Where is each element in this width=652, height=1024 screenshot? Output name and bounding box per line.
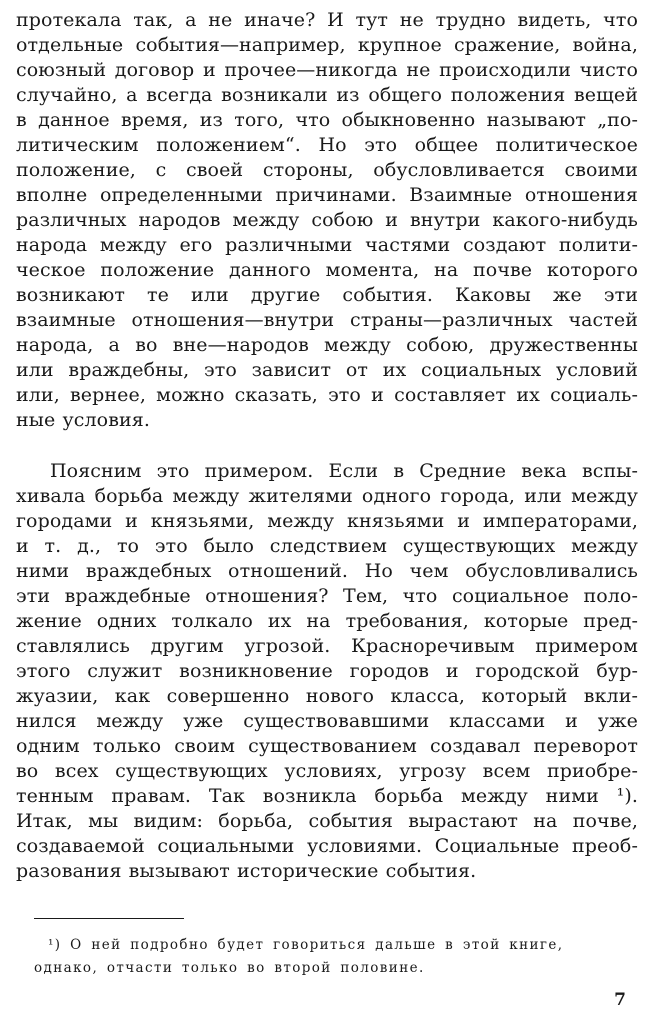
text-line: случайно, а всегда возникали из общего положения вещей — [16, 84, 638, 106]
text-line: взаимные отношения—внутри страны—различных частей — [16, 309, 638, 331]
text-line: различных народов между собою и внутри какого-нибудь — [16, 209, 638, 231]
text-line: эти враждебные отношения? Тем, что социальное поло- — [16, 585, 638, 607]
text-line: ставлялись другим угрозой. Красноречивым примером — [16, 635, 638, 657]
text-line: городами и князьями, между князьями и императорами, — [16, 510, 638, 532]
text-line: положение, с своей стороны, обусловливается своими — [16, 159, 638, 181]
text-line: ними враждебных отношений. Но чем обусловливались — [16, 560, 638, 582]
text-line: жуазии, как совершенно нового класса, который вкли- — [16, 685, 638, 707]
text-line: или, вернее, можно сказать, это и составляет их социаль- — [16, 384, 638, 406]
text-line: одним только своим существованием создавал переворот — [16, 735, 638, 757]
text-line: и т. д., то это было следствием существующих между — [16, 535, 638, 557]
text-line: во всех существующих условиях, угрозу всем приобре- — [16, 760, 638, 782]
footnote-line: однако, отчасти только во второй половине. — [34, 960, 425, 976]
text-line: этого служит возникновение городов и городской бур- — [16, 660, 638, 682]
text-line: создаваемой социальными условиями. Социальные преоб- — [16, 835, 638, 857]
text-line: ческое положение данного момента, на почве которого — [16, 259, 638, 281]
body-paragraph-2 — [16, 459, 638, 884]
footnote-divider — [34, 918, 184, 919]
footnote-line: ¹) О ней подробно будет говориться дальше в этой книге, — [48, 937, 564, 953]
page-number: 7 — [614, 990, 626, 1010]
text-line: ные условия. — [16, 409, 150, 431]
text-line: вполне определенными причинами. Взаимные отношения — [16, 184, 638, 206]
text-line: народа, а во вне—народов между собою, дружественны — [16, 334, 638, 356]
text-line: литическим положением“. Но это общее политическое — [16, 134, 638, 156]
text-line: хивала борьба между жителями одного города, или между — [16, 485, 638, 507]
text-line: жение одних толкало их на требования, которые пред- — [16, 610, 638, 632]
text-line: возникают те или другие события. Каковы же эти — [16, 284, 638, 306]
text-line: Итак, мы видим: борьба, события вырастают на почве, — [16, 810, 638, 832]
text-line: протекала так, а не иначе? И тут не трудно видеть, что — [16, 9, 638, 31]
text-line: тенным правам. Так возникла борьба между ними ¹). — [16, 785, 638, 807]
text-line: разования вызывают исторические события. — [16, 860, 477, 882]
body-paragraph-1 — [16, 8, 638, 433]
text-line: нился между уже существовавшими классами и уже — [16, 710, 638, 732]
text-line: Поясним это примером. Если в Средние века вспы- — [50, 460, 638, 482]
text-line: отдельные события—например, крупное сражение, война, — [16, 34, 638, 56]
text-line: или враждебны, это зависит от их социальных условий — [16, 359, 638, 381]
footnote — [34, 934, 640, 980]
text-line: в данное время, из того, что обыкновенно называют „по- — [16, 109, 638, 131]
text-line: союзный договор и прочее—никогда не происходили чисто — [16, 59, 638, 81]
text-line: народа между его различными частями создают полити- — [16, 234, 638, 256]
